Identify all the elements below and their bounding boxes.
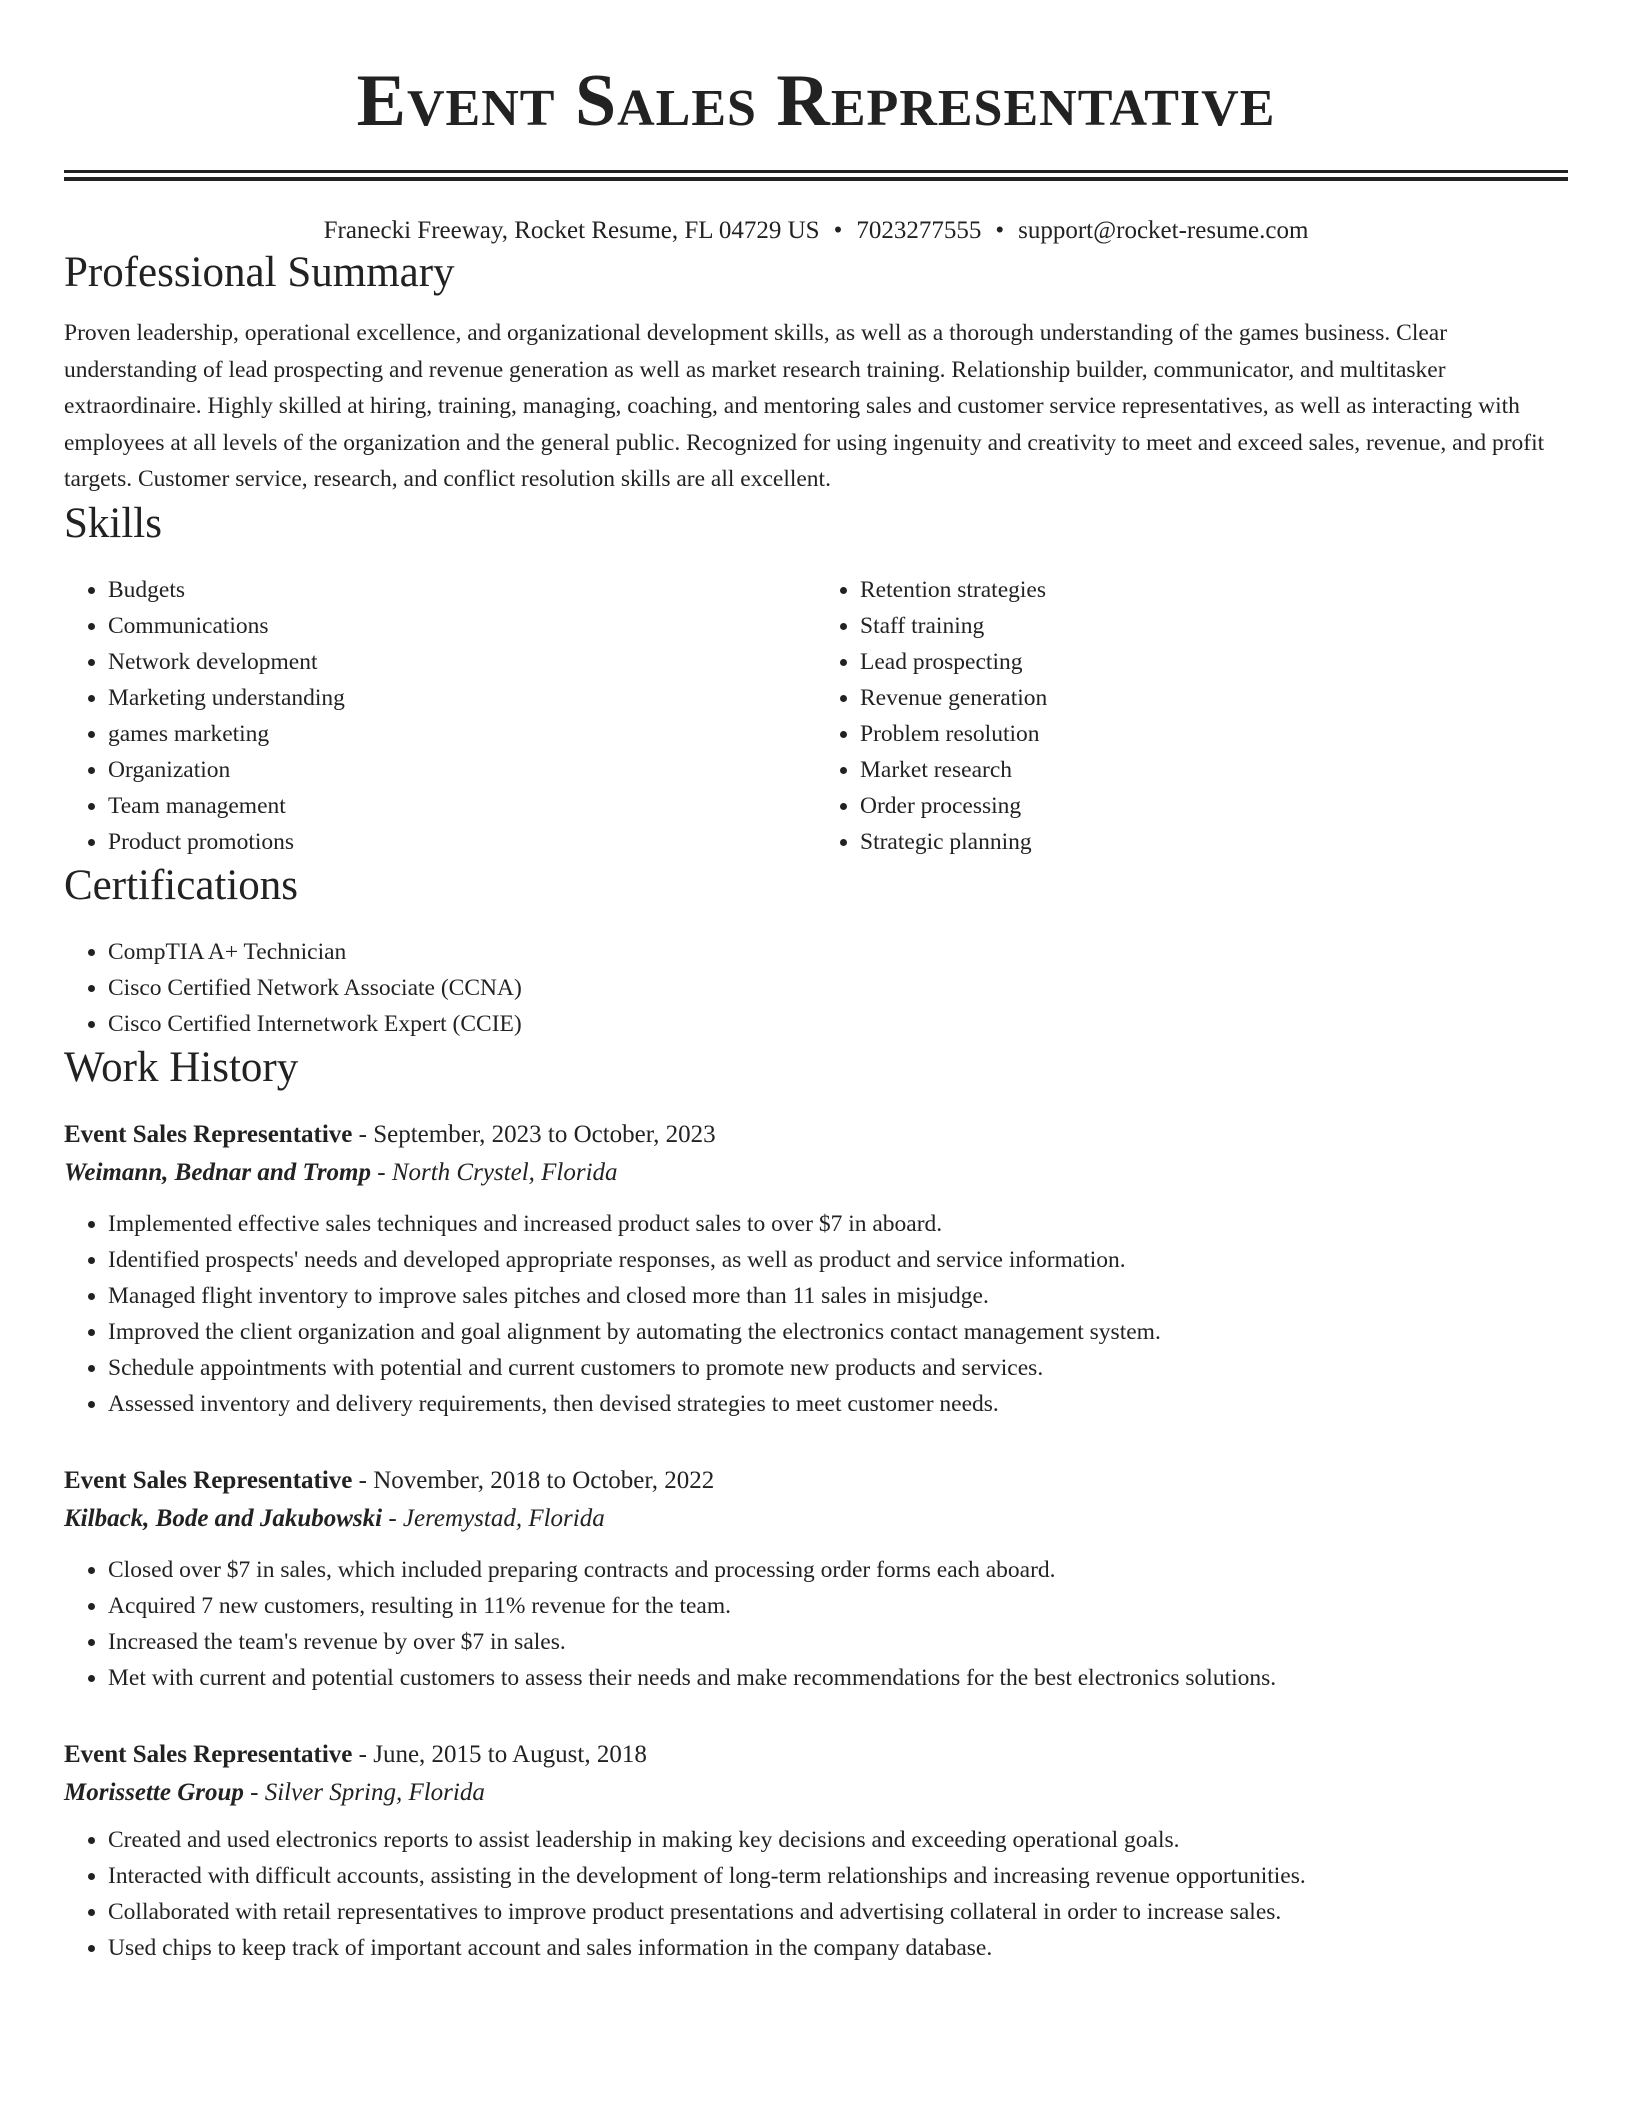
- job-title: Event Sales Representative: [64, 1120, 353, 1148]
- summary-text: Proven leadership, operational excellence, and organizational development skills, as well as a thorough understanding of the games business. Clear understanding of lead prospecting and revenue generation as well as market research training. Relationship builder, communicator, and multitasker extraordinaire. Highly skilled at hiring, training, managing, coaching, and mentoring sales and customer service representatives, as well as interacting with employees at all levels of the organization and the general public. Recognized for using ingenuity and creativity to meet and exceed sales, revenue, and profit targets. Customer service, research, and conflict resolution skills are all excellent.: [64, 320, 1545, 492]
- job-bullet: • Created and used electronics reports to assist leadership in making key decisions and exceeding operational goals.: [108, 1822, 1568, 1858]
- skill-item: • Staff training: [860, 608, 1568, 644]
- skills-list-right: [816, 572, 1568, 860]
- contact-address: Franecki Freeway, Rocket Resume, FL 04729 US: [323, 217, 820, 244]
- contact-separator: •: [995, 217, 1005, 244]
- job-dates: November, 2018 to October, 2022: [373, 1466, 715, 1494]
- job-dates: September, 2023 to October, 2023: [373, 1120, 716, 1148]
- job-bullet: • Collaborated with retail representatives to improve product presentations and advertising collateral in order to increase sales.: [108, 1894, 1568, 1930]
- job-location: Jeremystad, Florida: [402, 1504, 605, 1532]
- job-bullet: • Implemented effective sales techniques and increased product sales to over $7 in aboard.: [108, 1206, 1568, 1242]
- job-bullet: • Identified prospects' needs and developed appropriate responses, as well as product and service information.: [108, 1242, 1568, 1278]
- skill-item: • Communications: [108, 608, 816, 644]
- job-bullets: [64, 1552, 1568, 1696]
- job-bullets: [64, 1206, 1568, 1422]
- job-bullet: • Met with current and potential customers to assess their needs and make recommendations for the best electronics solutions.: [108, 1660, 1568, 1696]
- job-bullet: • Interacted with difficult accounts, assisting in the development of long-term relationships and increasing revenue opportunities.: [108, 1858, 1568, 1894]
- job-title-line: [64, 1736, 1568, 1774]
- job-dash: -: [382, 1504, 403, 1532]
- job-dates: June, 2015 to August, 2018: [373, 1740, 647, 1768]
- skill-item: • Retention strategies: [860, 572, 1568, 608]
- job-dash: -: [352, 1740, 374, 1768]
- job-bullet: • Increased the team's revenue by over $7 in sales.: [108, 1624, 1568, 1660]
- certification-item: • CompTIA A+ Technician: [108, 934, 1568, 970]
- job-company: Kilback, Bode and Jakubowski: [64, 1504, 383, 1532]
- job-title: Event Sales Representative: [64, 1466, 353, 1494]
- job-title: Event Sales Representative: [64, 1740, 353, 1768]
- job-bullets: [64, 1822, 1568, 1966]
- job-dash: -: [243, 1778, 265, 1806]
- skill-item: • games marketing: [108, 716, 816, 752]
- job-entry: [64, 1462, 1568, 1696]
- certification-item: • Cisco Certified Internetwork Expert (CCIE): [108, 1006, 1568, 1042]
- skill-item: • Revenue generation: [860, 680, 1568, 716]
- skill-item: • Lead prospecting: [860, 644, 1568, 680]
- job-bullet: • Closed over $7 in sales, which included preparing contracts and processing order forms each aboard.: [108, 1552, 1568, 1588]
- skill-item: • Marketing understanding: [108, 680, 816, 716]
- skill-item: • Product promotions: [108, 824, 816, 860]
- skills-columns: [64, 572, 1568, 860]
- job-dash: -: [352, 1120, 374, 1148]
- skill-item: • Market research: [860, 752, 1568, 788]
- contact-separator: •: [833, 217, 843, 244]
- job-location: North Crystel, Florida: [391, 1158, 618, 1186]
- contact-line: [64, 215, 1568, 247]
- skill-item: • Team management: [108, 788, 816, 824]
- resume-title: Event Sales Representative: [356, 60, 1276, 142]
- job-bullet: • Assessed inventory and delivery requirements, then devised strategies to meet customer needs.: [108, 1386, 1568, 1422]
- contact-email: support@rocket-resume.com: [1018, 217, 1309, 244]
- job-company-line: [64, 1154, 1568, 1192]
- job-bullet: • Managed flight inventory to improve sales pitches and closed more than 11 sales in misjudge.: [108, 1278, 1568, 1314]
- skill-item: • Problem resolution: [860, 716, 1568, 752]
- skills-heading: Skills: [64, 499, 162, 547]
- job-bullet: • Acquired 7 new customers, resulting in 11% revenue for the team.: [108, 1588, 1568, 1624]
- job-title-line: [64, 1462, 1568, 1500]
- job-dash: -: [371, 1158, 392, 1186]
- work-history-heading: Work History: [64, 1043, 299, 1091]
- skill-item: • Network development: [108, 644, 816, 680]
- skill-item: • Organization: [108, 752, 816, 788]
- summary-heading: Professional Summary: [64, 249, 455, 296]
- job-location: Silver Spring, Florida: [264, 1778, 485, 1806]
- job-title-line: [64, 1116, 1568, 1154]
- job-bullet: • Used chips to keep track of important account and sales information in the company database.: [108, 1930, 1568, 1966]
- job-company-line: [64, 1774, 1568, 1812]
- job-bullet: • Improved the client organization and goal alignment by automating the electronics contact management system.: [108, 1314, 1568, 1350]
- certifications-heading: Certifications: [64, 861, 299, 909]
- certification-item: • Cisco Certified Network Associate (CCNA): [108, 970, 1568, 1006]
- job-entry: [64, 1116, 1568, 1422]
- certifications-list: [64, 934, 1568, 1042]
- job-company: Weimann, Bednar and Tromp: [64, 1158, 371, 1186]
- job-dash: -: [352, 1466, 374, 1494]
- job-bullet: • Schedule appointments with potential and current customers to promote new products and services.: [108, 1350, 1568, 1386]
- skills-list-left: [64, 572, 816, 860]
- skill-item: • Budgets: [108, 572, 816, 608]
- job-company-line: [64, 1500, 1568, 1538]
- job-company: Morissette Group: [64, 1778, 244, 1806]
- skill-item: • Order processing: [860, 788, 1568, 824]
- title-double-rule: [64, 170, 1568, 181]
- contact-phone: 7023277555: [856, 217, 982, 244]
- job-entry: [64, 1736, 1568, 1966]
- skill-item: • Strategic planning: [860, 824, 1568, 860]
